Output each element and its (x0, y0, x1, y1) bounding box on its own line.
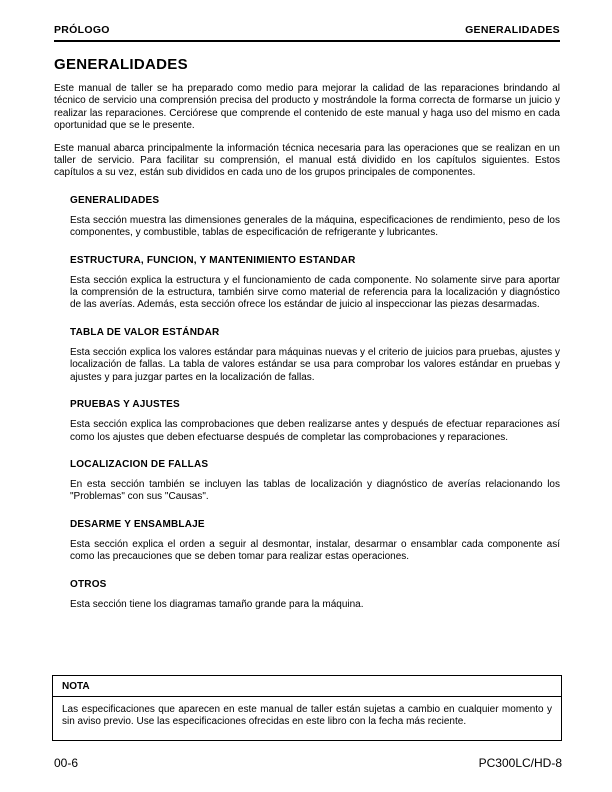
section-heading: PRUEBAS Y AJUSTES (70, 399, 180, 411)
section-body: Esta sección muestra las dimensiones generales de la máquina, especificaciones de rendimiento, peso de los componentes, y combustible, tablas de especificación de refrigerante y lubricantes. (70, 214, 560, 239)
section-localizacion-de-fallas (70, 459, 560, 504)
note-body: Las especificaciones que aparecen en este manual de taller están sujetas a cambio en cualquier momento y sin aviso previo. Use las especificaciones ofrecidas en este libro con la fecha más reciente. (62, 704, 552, 728)
section-list (70, 195, 560, 611)
section-heading: ESTRUCTURA, FUNCION, Y MANTENIMIENTO ESTANDAR (70, 254, 356, 266)
note-box (52, 675, 562, 741)
section-generalidades (70, 195, 560, 240)
header-section-label: GENERALIDADES (465, 24, 560, 36)
footer-model-number: PC300LC/HD-8 (478, 756, 562, 770)
footer-page-number: 00-6 (54, 756, 79, 770)
section-tabla-valor-estandar (70, 327, 560, 384)
section-heading: TABLA DE VALOR ESTÁNDAR (70, 326, 220, 338)
section-body: Esta sección explica la estructura y el funcionamiento de cada componente. No solamente sirve para aportar la comprensión de la estructura, también sirve como material de referencia para la localización y diagnóstico de las averías. Además, esta sección ofrece los estándar de juicio al inspeccionar las piezas desarmadas. (70, 274, 560, 311)
section-heading: GENERALIDADES (70, 194, 160, 206)
section-heading: DESARME Y ENSAMBLAJE (70, 518, 205, 530)
section-body: Esta sección explica el orden a seguir al desmontar, instalar, desarmar o ensamblar cada componente así como las precauciones que se deben tomar para realizar estas operaciones. (70, 538, 560, 563)
page-footer (54, 756, 562, 770)
section-estructura (70, 255, 560, 312)
note-title: NOTA (53, 681, 561, 697)
section-body: En esta sección también se incluyen las tablas de localización y diagnóstico de averías relacionando los "Problemas" con sus "Causas". (70, 478, 560, 503)
intro-paragraph-2: Este manual abarca principalmente la información técnica necesaria para las operaciones que se realizan en un taller de servicio. Para facilitar su comprensión, el manual está dividido en los capítulos siguientes. Estos capítulos a su vez, están sub divididos en cada uno de los grupos principales de componentes. (54, 142, 560, 179)
section-body: Esta sección explica los valores estándar para máquinas nuevas y el criterio de juicios para pruebas, ajustes y localización de fallas. La tabla de valores estándar se usa para comprobar los valores estándar en pruebas y ajustes y para juzgar partes en la localización de fallas. (70, 346, 560, 383)
section-pruebas-y-ajustes (70, 399, 560, 444)
section-body: Esta sección explica las comprobaciones que deben realizarse antes y después de efectuar reparaciones así como los ajustes que deben efectuarse después de completar las comprobaciones y reparaciones. (70, 419, 560, 443)
section-heading: LOCALIZACION DE FALLAS (70, 458, 209, 470)
section-body: Esta sección tiene los diagramas tamaño grande para la máquina. (70, 598, 364, 610)
page-header (54, 24, 560, 42)
section-otros (70, 579, 560, 611)
header-chapter-label: PRÓLOGO (54, 24, 110, 36)
page-title: GENERALIDADES (54, 56, 188, 73)
intro-paragraph-1: Este manual de taller se ha preparado como medio para mejorar la calidad de las reparaciones brindando al técnico de servicio una comprensión precisa del producto y mostrándole la forma correcta de formarse un juicio y realizar las reparaciones. Cerciórese que comprende el contenido de este manual y haga uso del mismo en cada oportunidad que se le presente. (54, 83, 560, 132)
section-desarme-y-ensamblaje (70, 519, 560, 564)
section-heading: OTROS (70, 578, 107, 590)
